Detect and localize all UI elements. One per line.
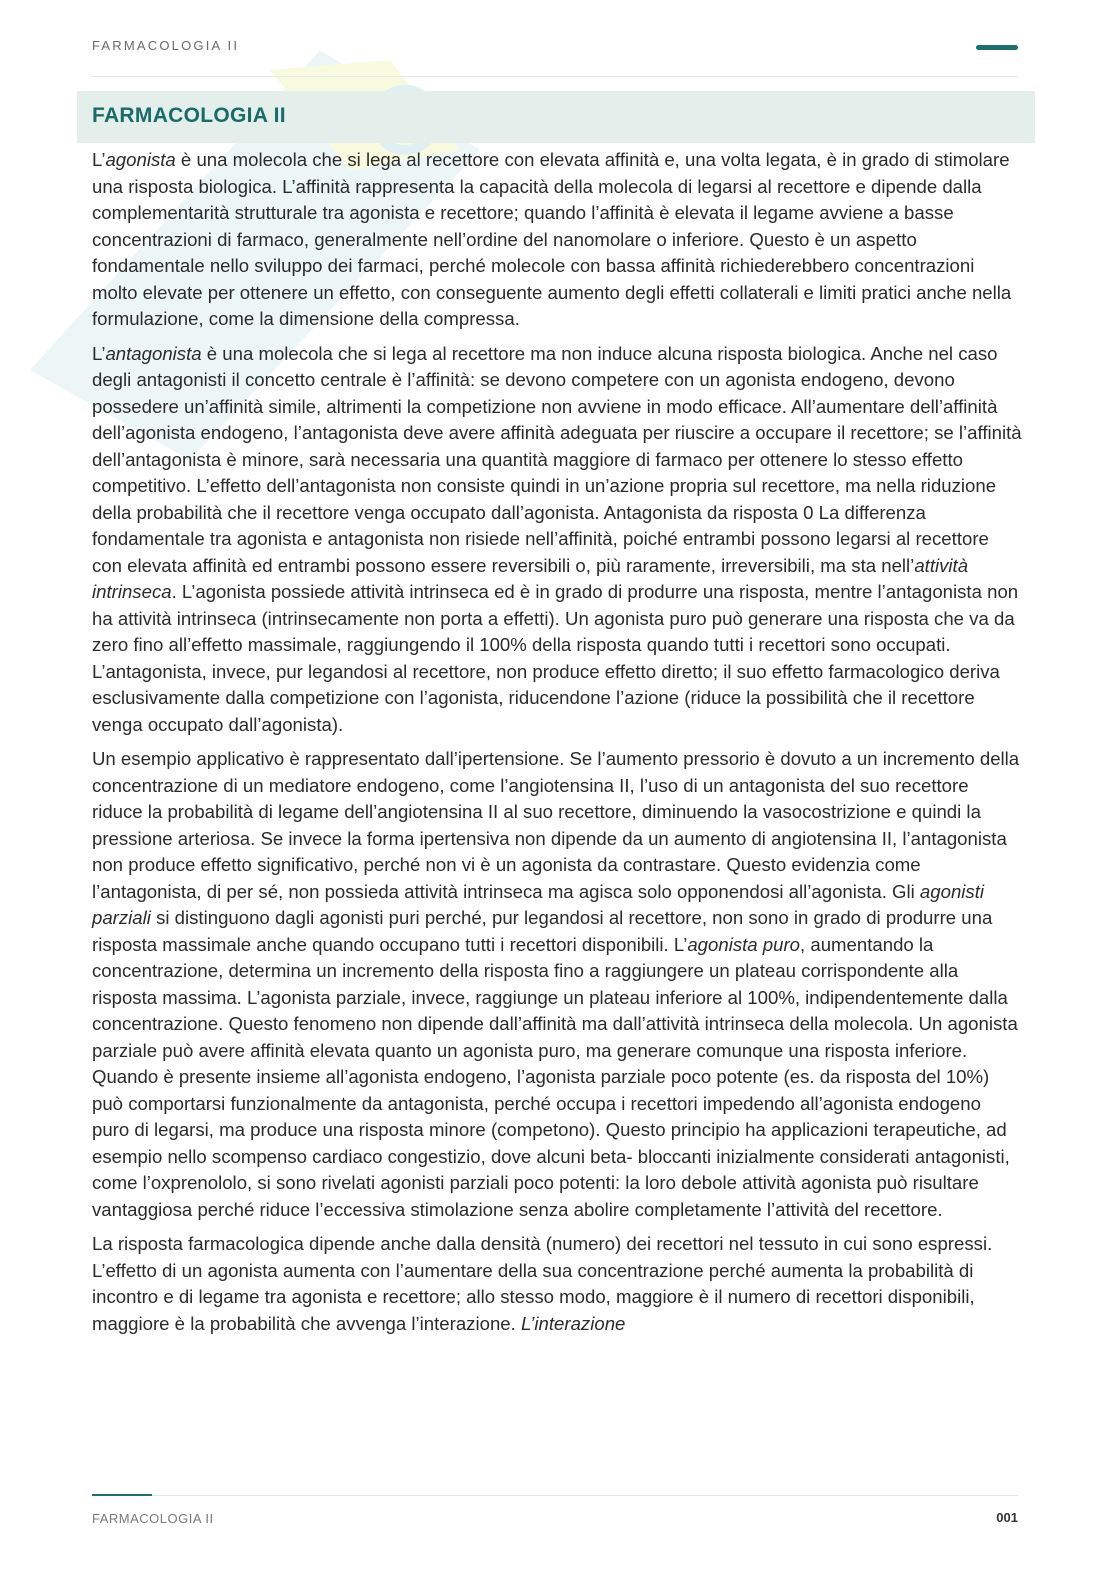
- text-run: si distinguono dagli agonisti puri perché, pur legandosi al recettore, non sono in grado di produrre una risposta massimale anche quando occupano tutti i recettori disponibili. L’: [92, 907, 993, 955]
- italic-term: L’interazione: [520, 1312, 626, 1334]
- footer-title: FARMACOLOGIA II: [92, 1511, 214, 1526]
- italic-term: agonisti parziali: [92, 880, 985, 928]
- section-title: FARMACOLOGIA II: [92, 104, 286, 127]
- text-run: , aumentando la concentrazione, determina un incremento della risposta fino a raggiungere un plateau corrispondente alla risposta massima. L’agonista parziale, invece, raggiunge un plateau inferiore al 100%, indipendentemente dalla concentrazione. Questo fenomeno non dipende dall’affinità ma dall’attività intrinseca della molecola. Un agonista parziale può avere affinità elevata quanto un agonista puro, ma generare comunque una risposta inferiore. Quando è presente insieme all’agonista endogeno, l’agonista parziale poco potente (es. da risposta del 10%) può comportarsi funzionalmente da antagonista, perché occupa i recettori impedendo all’agonista endogeno puro di legarsi, ma produce una risposta minore (competono). Questo principio ha applicazioni terapeutiche, ad esempio nello scompenso cardiaco congestizio, dove alcuni beta- bloccanti inizialmente considerati antagonisti, come l’oxprenololo, si sono rivelati agonisti parziali poco potenti: la loro debole attività agonista può risultare vantaggiosa perché riduce l’eccessiva stimolazione senza abolire completamente l’attività del recettore.: [92, 933, 1018, 1220]
- text-run: Un esempio applicativo è rappresentato dall’ipertensione. Se l’aumento pressorio è dovuto a un incremento della concentrazione di un mediatore endogeno, come l’angiotensina II, l’uso di un antagonista del suo recettore riduce la probabilità di legame dell’angiotensina II al suo recettore, diminuendo la vasocostrizione e quindi la pressione arteriosa. Se invece la forma ipertensiva non dipende da un aumento di angiotensina II, l’antagonista non produce effetto significativo, perché non vi è un agonista da contrastare. Questo evidenzia come l’antagonista, di per sé, non possieda attività intrinseca ma agisca solo opponendosi all’agonista. Gli: [92, 748, 1020, 902]
- footer-divider: [92, 1495, 1018, 1496]
- text-run: . L’agonista possiede attività intrinseca ed è in grado di produrre una risposta, mentre l’antagonista non ha attività intrinseca (intrinsecamente non porta a effetti). Un agonista puro può generare una risposta che va da zero fino all’effetto massimale, raggiungendo il 100% della risposta quando tutti i recettori sono occupati. L’antagonista, invece, pur legandosi al recettore, non produce effetto diretto; il suo effetto farmacologico deriva esclusivamente dalla competizione con l’agonista, riducendone l’azione (riduce la possibilità che il recettore venga occupato dall’agonista).: [92, 581, 1019, 735]
- page-number: 001: [996, 1510, 1018, 1525]
- page-header: [92, 36, 1018, 77]
- italic-term: attività intrinseca: [92, 554, 969, 602]
- italic-term: antagonista: [105, 342, 202, 364]
- section-heading-band: [77, 91, 1035, 143]
- body-text: [92, 147, 1022, 1345]
- paragraph: [92, 147, 1022, 333]
- header-title: FARMACOLOGIA II: [92, 38, 240, 53]
- text-run: L’: [92, 149, 106, 170]
- paragraph: [92, 341, 1022, 739]
- text-run: L’: [92, 342, 106, 364]
- text-run: è una molecola che si lega al recettore con elevata affinità e, una volta legata, è in grado di stimolare una risposta biologica. L’affinità rappresenta la capacità della molecola di legarsi al recettore e dipende dalla complementarità strutturale tra agonista e recettore; quando l’affinità è elevata il legame avviene a basse concentrazioni di farmaco, generalmente nell’ordine del nanomolare o inferiore. Questo è un aspetto fondamentale nello sviluppo dei farmaci, perché molecole con bassa affinità richiederebbero concentrazioni molto elevate per ottenere un effetto, con conseguente aumento degli effetti collaterali e limiti pratici anche nella formulazione, come la dimensione della compressa.: [92, 149, 1012, 329]
- text-run: è una molecola che si lega al recettore ma non induce alcuna risposta biologica. Anche nel caso degli antagonisti il concetto centrale è l’affinità: se devono competere con un agonista endogeno, devono possedere un’affinità simile, altrimenti la competizione non avviene in modo efficace. All’aumentare dell’affinità dell’agonista endogeno, l’antagonista deve avere affinità adeguata per riuscire a occupare il recettore; se l’affinità dell’antagonista è minore, sarà necessaria una quantità maggiore di farmaco per ottenere lo stesso effetto competitivo. L’effetto dell’antagonista non consiste quindi in un’azione propria sul recettore, ma nella riduzione della probabilità che il recettore venga occupato dall’agonista. Antagonista da risposta 0 La differenza fondamentale tra agonista e antagonista non risiede nell’affinità, poiché entrambi possono legarsi al recettore con elevata affinità ed entrambi possono essere reversibili o, più raramente, irreversibili, ma sta nell’: [92, 342, 1022, 576]
- paragraph: [92, 746, 1022, 1223]
- italic-term: agonista: [105, 149, 176, 170]
- text-run: La risposta farmacologica dipende anche dalla densità (numero) dei recettori nel tessuto in cui sono espressi. L’effetto di un agonista aumenta con l’aumentare della sua concentrazione perché aumenta la probabilità di incontro e di legame tra agonista e recettore; allo stesso modo, maggiore è il numero di recettori disponibili, maggiore è la probabilità che avvenga l’interazione.: [92, 1233, 993, 1334]
- footer-accent-bar: [92, 1494, 152, 1496]
- header-accent-bar: [976, 45, 1018, 50]
- paragraph: [92, 1231, 1022, 1337]
- italic-term: agonista puro: [687, 933, 801, 955]
